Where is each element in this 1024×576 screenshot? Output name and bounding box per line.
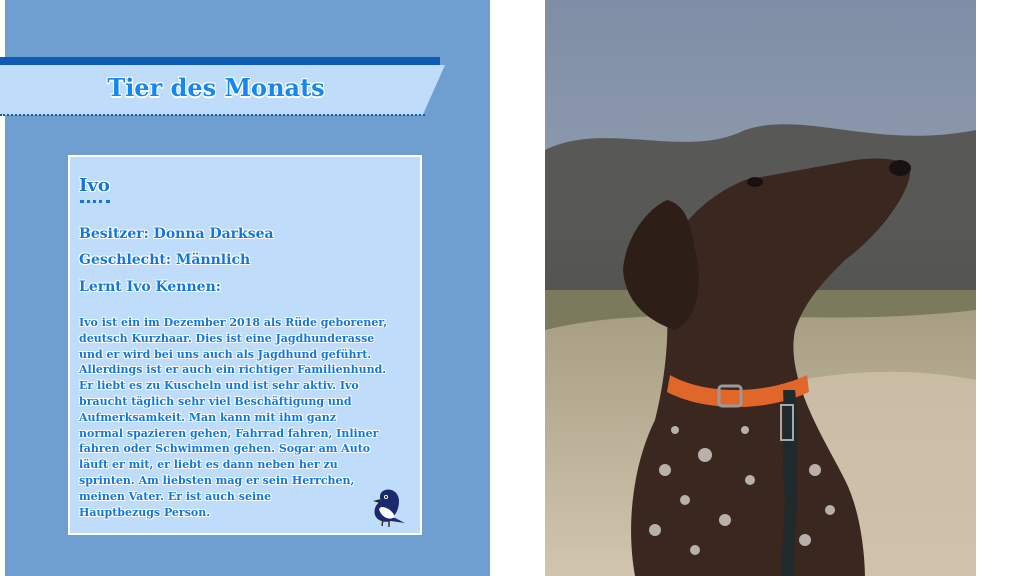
profile-card xyxy=(68,155,422,535)
page-title: Tier des Monats xyxy=(107,73,325,102)
pet-bio: Ivo ist ein im Dezember 2018 als Rüde geborener, deutsch Kurzhaar. Dies ist eine Jagdhunderasse und er wird bei uns auch als Jagdhund geführt. Allerdings ist er auch ein richtiger Familienhund. Er liebt es zu Kuscheln und ist sehr aktiv. Ivo braucht täglich sehr viel Beschäftigung und Aufmerksamkeit. Man kann mit ihm ganz normal spazieren gehen, Fahrrad fahren, Inliner fahren oder Schwimmen gehen. Sogar am Auto läuft er mit, er liebt es dann neben her zu sprinten. Am liebsten mag er sein Herrchen, meinen Vater. Er ist auch seine Hauptbezugs Person. xyxy=(79,316,388,519)
dog-photo xyxy=(545,0,976,576)
banner-dotted-line xyxy=(0,114,425,116)
banner-stripe xyxy=(0,57,440,66)
pet-name: Ivo xyxy=(79,175,110,196)
owner-label: Besitzer: Donna Darksea xyxy=(79,226,274,242)
name-underline xyxy=(80,200,110,203)
intro-heading: Lernt Ivo Kennen: xyxy=(79,279,221,295)
bird-icon xyxy=(369,487,409,529)
gender-label: Geschlecht: Männlich xyxy=(79,252,251,268)
